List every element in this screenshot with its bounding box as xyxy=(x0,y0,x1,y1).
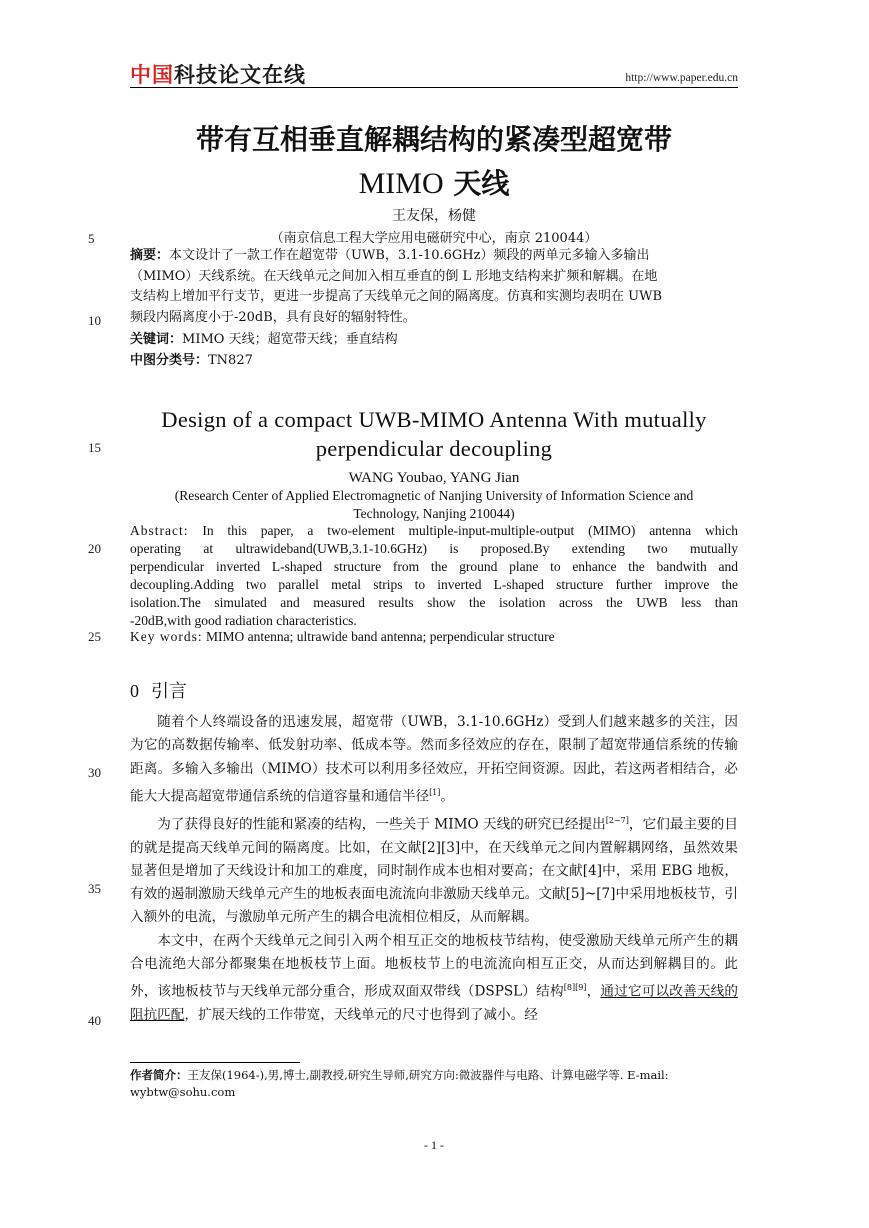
title-cn-line1: 带有互相垂直解耦结构的紧凑型超宽带 xyxy=(195,123,672,156)
paragraph-text: ，扩展天线的工作带宽，天线单元的尺寸也得到了减小。经 xyxy=(184,1007,538,1024)
classification-cn-text: TN827 xyxy=(208,353,253,368)
logo-black-text: 科技论文在线 xyxy=(174,63,306,87)
line-number: 30 xyxy=(88,765,101,780)
paragraph-text: 随着个人终端设备的迅速发展，超宽带（UWB，3.1-10.6GHz）受到人们越来越多的关注，因为它的高数据传输率、低发射功率、低成本等。然而多径效应的存在，限制了超宽带通信系统的传输距离。多输入多输出（MIMO）技术可以利用多径效应，开拓空间资源。因此，若这两者相结合，必能大大提高超宽带通信系统的信道容量和通信半径 xyxy=(130,714,738,805)
citation: [8][9] xyxy=(563,983,587,993)
abstract-en-line: -20dB,with good radiation characteristics. xyxy=(130,613,357,629)
keywords-en xyxy=(130,628,555,646)
footnote-label: 作者简介： xyxy=(130,1068,188,1082)
journal-logo xyxy=(130,62,306,88)
keywords-cn-text: MIMO 天线；超宽带天线；垂直结构 xyxy=(182,332,398,347)
footnote-email: wybtw@sohu.com xyxy=(130,1085,236,1099)
authors-cn: 王友保，杨健 xyxy=(392,208,476,224)
abstract-en-line: operating at ultrawideband(UWB,3.1-10.6GHz) is proposed.By extending two mutually xyxy=(130,541,738,557)
page-number: - 1 - xyxy=(424,1138,444,1152)
title-cn-line2 xyxy=(130,162,738,206)
title-en-line1: Design of a compact UWB-MIMO Antenna With mutually xyxy=(161,407,707,432)
paper-title-en xyxy=(130,405,738,463)
paper-title-cn xyxy=(130,118,738,206)
affiliation-en xyxy=(130,487,738,523)
citation: [1] xyxy=(429,787,441,797)
logo-red-text: 中国 xyxy=(130,63,174,87)
line-number: 40 xyxy=(88,1013,101,1028)
affiliation-cn: （南京信息工程大学应用电磁研究中心，南京 210044） xyxy=(270,231,598,246)
paragraph-text: 为了获得良好的性能和紧凑的结构，一些关于 MIMO 天线的研究已经提出 xyxy=(157,816,606,833)
keywords-en-label: Key words: xyxy=(130,629,203,644)
line-number: 5 xyxy=(88,231,95,246)
paragraph xyxy=(130,809,738,930)
affiliation-en-line1: (Research Center of Applied Electromagnetic of Nanjing University of Information Science and xyxy=(174,488,694,503)
abstract-en xyxy=(130,522,738,631)
line-number: 20 xyxy=(88,541,101,556)
abstract-en-line: In this paper, a two-element multiple-input-multiple-output (MIMO) antenna which xyxy=(202,523,738,538)
abstract-cn-line: （MIMO）天线系统。在天线单元之间加入相互垂直的倒 L 形地支结构来扩频和解耦。在地 xyxy=(130,268,658,284)
paragraph-text: 。 xyxy=(440,788,454,805)
footnote-rule xyxy=(130,1062,300,1063)
section-number: 0 xyxy=(130,681,139,701)
abstract-cn-line: 支结构上增加平行支节，更进一步提高了天线单元之间的隔离度。仿真和实测均表明在 UWB xyxy=(130,289,663,304)
paragraph xyxy=(130,711,738,809)
section-heading xyxy=(130,678,187,705)
underlined-text: 通过它可以改善天线的阻抗匹配 xyxy=(130,983,739,1024)
keywords-cn xyxy=(130,330,398,350)
header-url[interactable]: http://www.paper.edu.cn xyxy=(625,72,738,84)
abstract-cn xyxy=(130,246,738,328)
keywords-en-text: MIMO antenna; ultrawide band antenna; perpendicular structure xyxy=(206,629,555,644)
paragraph-text: ， xyxy=(586,983,601,1000)
paragraph xyxy=(130,930,738,1028)
footnote-line: 王友保(1964-),男,博士,副教授,研究生导师,研究方向:微波器件与电路、计算电磁学等. E-mail: xyxy=(187,1068,669,1082)
classification-cn-label: 中图分类号： xyxy=(130,353,209,368)
paragraph-text: 本文中，在两个天线单元之间引入两个相互正交的地板枝节结构，使受激励天线单元所产生的耦合电流绝大部分都聚集在地板枝节上面。地板枝节上的电流流向相互正交，从而达到解耦目的。此外，该地板枝节与天线单元部分重合，形成双面双带线（DSPSL）结构 xyxy=(130,932,738,1000)
abstract-en-line: decoupling.Adding two parallel metal strips to inverted L-shaped structure further improve the xyxy=(130,577,738,593)
line-number: 25 xyxy=(88,629,101,644)
affiliation-en-line2: Technology, Nanjing 210044) xyxy=(353,506,515,521)
body-text xyxy=(130,711,738,1027)
abstract-en-label: Abstract: xyxy=(130,523,189,538)
line-number: 35 xyxy=(88,881,101,896)
header-rule xyxy=(130,87,738,88)
author-footnote xyxy=(130,1067,738,1101)
abstract-cn-line: 本文设计了一款工作在超宽带（UWB，3.1-10.6GHz）频段的两单元多输入多输出 xyxy=(169,248,650,263)
title-cn-line2-latin: MIMO xyxy=(358,167,444,200)
classification-cn xyxy=(130,351,253,371)
paragraph-text: ，它们最主要的目的就是提高天线单元间的隔离度。比如，在文献[2][3]中，在天线单元之间内置解耦网络，虽然效果显著但是增加了天线设计和加工的难度，同时制作成本也相对要高；在文献[4]中，采用 EBG 地板，有效的遏制激励天线单元产生的地板表面电流流向非激励天线单元。文献[5]~[7]中采用地板枝节，引入额外的电流，与激励单元所产生的耦合电流相位相反，从而解耦。 xyxy=(130,816,738,926)
citation: [2~7] xyxy=(605,815,629,825)
keywords-cn-label: 关键词： xyxy=(130,332,183,347)
abstract-cn-line: 频段内隔离度小于-20dB，具有良好的辐射特性。 xyxy=(130,309,416,325)
section-title: 引言 xyxy=(151,681,187,702)
abstract-en-line: isolation.The simulated and measured results show the isolation across the UWB less than xyxy=(130,595,738,611)
authors-en: WANG Youbao, YANG Jian xyxy=(348,470,520,486)
line-number: 10 xyxy=(88,313,101,328)
title-en-line2: perpendicular decoupling xyxy=(315,436,553,461)
abstract-en-line: perpendicular inverted L-shaped structure from the ground plane to enhance the bandwith and xyxy=(130,559,738,575)
line-number: 15 xyxy=(88,440,101,455)
title-cn-line2-cn: 天线 xyxy=(453,167,510,200)
abstract-cn-label: 摘要： xyxy=(130,248,170,263)
